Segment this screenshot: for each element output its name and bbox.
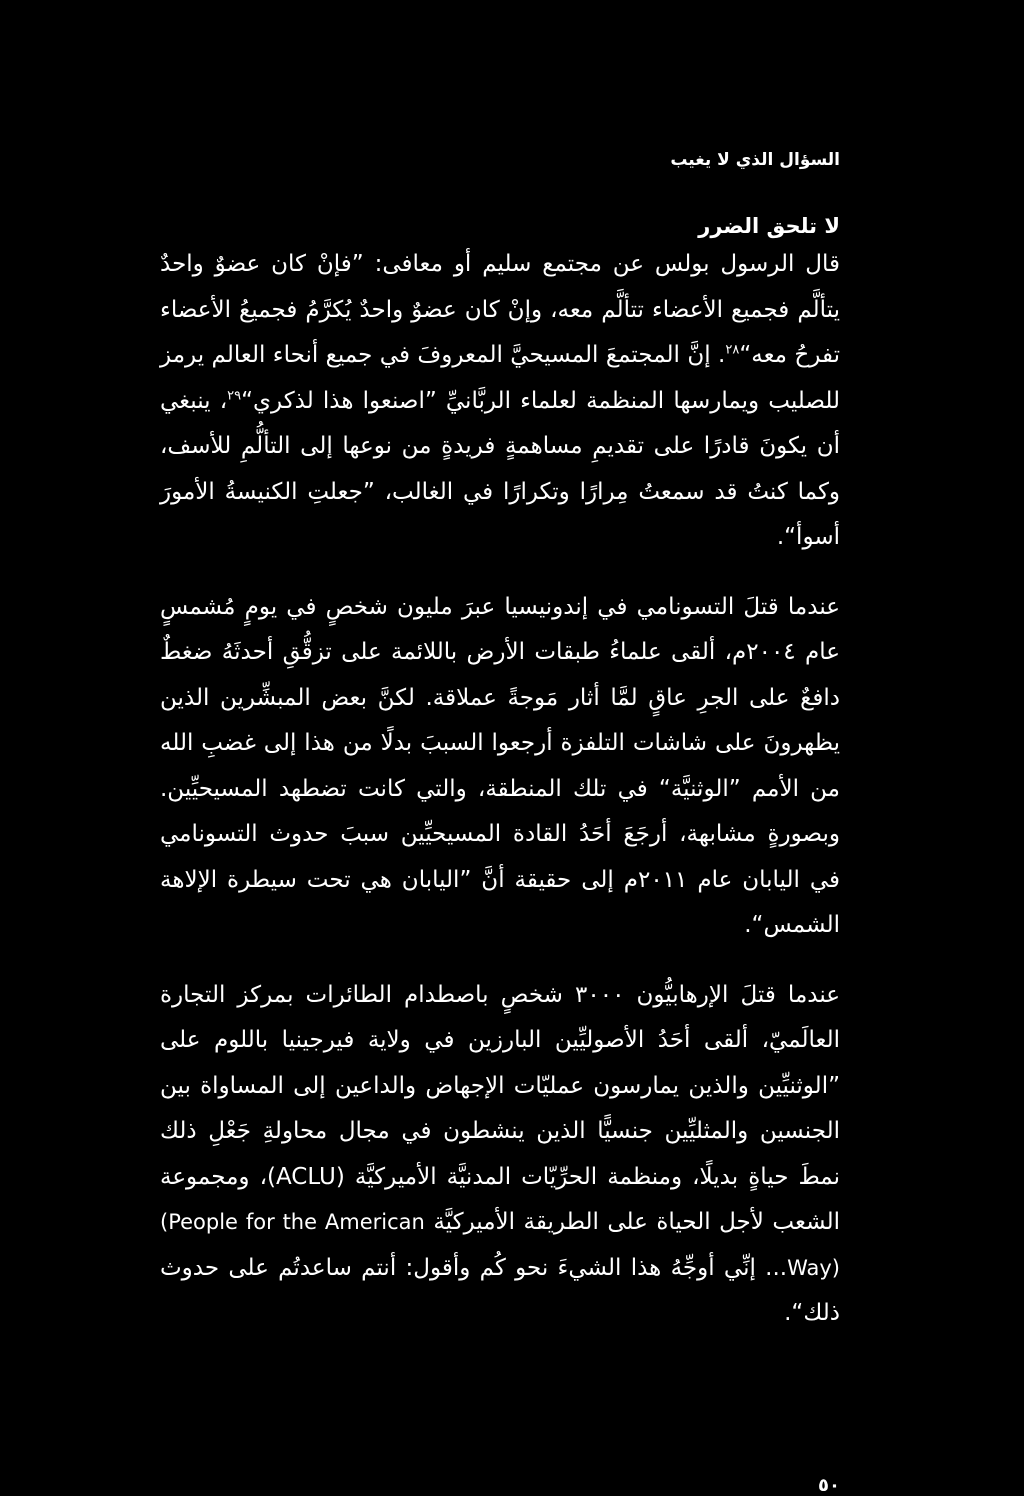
- paragraph-text: . إنَّ المجتمعَ المسيحيَّ المعروفَ في جميع أنحاء العالم يرمز للصليب ويمارسها المنظمة لعلماء الربَّانيِّ ”اصنعوا هذا لذكري“: [160, 342, 840, 414]
- paragraph: [160, 242, 840, 561]
- paragraph-text: ، ينبغي أن يكونَ قادرًا على تقديمِ مساهمةٍ فريدةٍ من نوعها إلى التألُّمِ للأسف، وكما كنتُ قد سمعتُ مِرارًا وتكرارًا في الغالب، ”جعلتِ الكنيسةُ الأمورَ أسوأ“.: [160, 387, 840, 550]
- paragraph: [160, 585, 840, 949]
- footnote-marker: ٢٩: [227, 387, 242, 403]
- paragraph-text: عندما قتلَ الإرهابيُّون ٣٠٠٠ شخصٍ باصطدام الطائرات بمركز التجارة العالَميّ، ألقى أحَدُ الأصوليِّين البارزين في ولاية فيرجينيا باللوم على ”الوثنيِّين والذين يمارسون عمليّات الإجهاض والداعين إلى المساواة بين الجنسين والمثليِّين جنسيًّا الذين ينشطون في مجال محاولةِ جَعْلِ ذلك نمطَ حياةٍ بديلًا، ومنظمة الحرِّيّات المدنيَّة الأميركيَّة (ACLU)، ومجموعة الشعب لأجل الحياة على الطريقة الأميركيَّة: [160, 981, 840, 1235]
- paragraph-text: ... إنِّي أوجِّهُ هذا الشيءَ نحو كُم وأقول: أنتم ساعدتُم على حدوث ذلك“.: [160, 1254, 840, 1326]
- footnote-marker: ٢٨: [725, 342, 740, 358]
- running-head: السؤال الذي لا يغيب: [670, 150, 840, 170]
- paragraph-text: عندما قتلَ التسونامي في إندونيسيا عبرَ مليون شخصٍ في يومٍ مُشمسٍ عام ٢٠٠٤م، ألقى علماءُ طبقات الأرض باللائمة على تزقُّقِ أحدثَهُ ضغطٌ دافعٌ على الجرِ عاقٍ لمَّا أثار مَوجةً عملاقة. لكنَّ بعض المبشِّرين الذين يظهرونَ على شاشات التلفزة أرجعوا السببَ بدلًا من هذا إلى غضبِ الله من الأمم ”الوثنيَّة“ في تلك المنطقة، والتي كانت تضطهد المسيحيِّين. وبصورةٍ مشابهة، أرجَعَ أحَدُ القادة المسيحيِّين سببَ حدوث التسونامي في اليابان عام ٢٠١١م إلى حقيقة أنَّ ”اليابان هي تحت سيطرة الإلاهة الشمس“.: [160, 593, 840, 938]
- paragraph: [160, 973, 840, 1337]
- book-page: [160, 150, 840, 1450]
- section-title: لا تلحق الضرر: [698, 214, 840, 238]
- paragraph-text: قال الرسول بولس عن مجتمع سليم أو معافى: ”فإنْ كان عضوٌ واحدٌ يتألَّم فجميع الأعضاء تتألَّم معه، وإنْ كان عضوٌ واحدٌ يُكرَّمُ فجميعُ الأعضاء تفرحُ معه“: [160, 251, 840, 368]
- latin-text: (People for the American Way): [160, 1210, 840, 1280]
- page-number: ٥٠: [818, 1475, 840, 1496]
